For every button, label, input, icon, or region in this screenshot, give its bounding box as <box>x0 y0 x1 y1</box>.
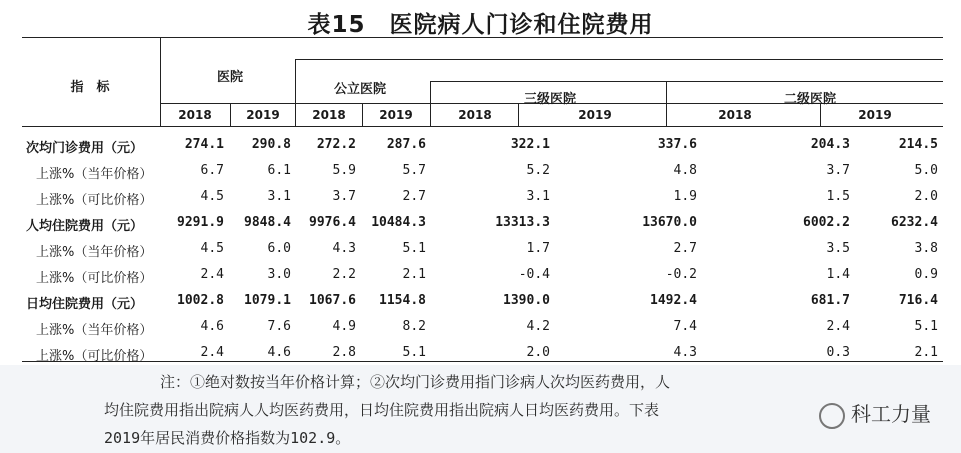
table-cell: 2.4 <box>200 267 224 282</box>
table-row <box>0 339 961 365</box>
table-cell: 5.2 <box>526 163 550 178</box>
table-cell: 3.7 <box>826 163 850 178</box>
table-cell: 1.9 <box>673 189 697 204</box>
table-cell: 3.1 <box>267 189 291 204</box>
table-cell: 2.7 <box>673 241 697 256</box>
table-cell: 4.5 <box>200 241 224 256</box>
table-cell: 10484.3 <box>371 215 426 230</box>
table-cell: 3.8 <box>914 241 938 256</box>
table-cell: 4.9 <box>332 319 356 334</box>
year-label: 2018 <box>458 108 492 122</box>
table-cell: 4.2 <box>526 319 550 334</box>
table-cell: 2.2 <box>332 267 356 282</box>
table-row <box>0 209 961 235</box>
row-label: 上涨%（当年价格） <box>36 323 153 338</box>
row-label: 日均住院费用（元） <box>26 297 144 312</box>
table-cell: 2.1 <box>402 267 426 282</box>
public-hospital-rule <box>295 59 943 60</box>
table-cell: 8.2 <box>402 319 426 334</box>
table-row <box>0 313 961 339</box>
table-cell: 214.5 <box>898 137 938 152</box>
table-cell: 4.5 <box>200 189 224 204</box>
year-label: 2018 <box>312 108 346 122</box>
row-label: 上涨%（可比价格） <box>36 349 153 364</box>
table-row <box>0 131 961 157</box>
table-cell: -0.2 <box>665 267 697 282</box>
table-cell: 0.9 <box>914 267 938 282</box>
header-indicator: 指 标 <box>70 80 110 95</box>
year-label: 2018 <box>178 108 212 122</box>
table-cell: 3.0 <box>267 267 291 282</box>
wechat-icon <box>819 403 845 429</box>
table-cell: 2.0 <box>526 345 550 360</box>
table-cell: 2.0 <box>914 189 938 204</box>
table-cell: 4.6 <box>267 345 291 360</box>
table-cell: 9848.4 <box>244 215 291 230</box>
watermark-text: 科工力量 <box>851 402 931 426</box>
table-row <box>0 261 961 287</box>
table-cell: 1154.8 <box>379 293 426 308</box>
table-cell: 5.7 <box>402 163 426 178</box>
row-label: 上涨%（可比价格） <box>36 271 153 286</box>
table-cell: 2.1 <box>914 345 938 360</box>
table-cell: 5.9 <box>332 163 356 178</box>
table-cell: 290.8 <box>251 137 291 152</box>
table-cell: 1492.4 <box>650 293 697 308</box>
row-label: 人均住院费用（元） <box>26 219 144 234</box>
table-cell: 4.8 <box>673 163 697 178</box>
table-cell: 3.7 <box>332 189 356 204</box>
table-cell: 4.3 <box>332 241 356 256</box>
table-cell: 5.0 <box>914 163 938 178</box>
table-cell: 5.1 <box>402 241 426 256</box>
table-cell: 337.6 <box>657 137 697 152</box>
table-cell: 2.7 <box>402 189 426 204</box>
table-cell: 716.4 <box>898 293 938 308</box>
table-cell: 681.7 <box>810 293 850 308</box>
table-cell: 287.6 <box>386 137 426 152</box>
header-secondary: 二级医院 <box>783 92 836 107</box>
table-cell: 3.1 <box>526 189 550 204</box>
table-cell: 0.3 <box>826 345 850 360</box>
table-cell: 6232.4 <box>891 215 938 230</box>
table-cell: 2.4 <box>200 345 224 360</box>
table-cell: 2.4 <box>826 319 850 334</box>
subgroup-rule <box>430 81 943 82</box>
table-cell: 6.1 <box>267 163 291 178</box>
table-cell: 9976.4 <box>309 215 356 230</box>
footnote-line: 均住院费用指出院病人人均医药费用，日均住院费用指出院病人日均医药费用。下表 <box>104 401 660 419</box>
row-label: 次均门诊费用（元） <box>26 141 144 156</box>
table-title: 表15 医院病人门诊和住院费用 <box>307 12 654 38</box>
table-cell: 1067.6 <box>309 293 356 308</box>
table-cell: 3.5 <box>826 241 850 256</box>
table-cell: 1.7 <box>526 241 550 256</box>
watermark <box>819 398 931 429</box>
row-label: 上涨%（当年价格） <box>36 167 153 182</box>
table-cell: 1.5 <box>826 189 850 204</box>
table-row <box>0 157 961 183</box>
table-cell: 1.4 <box>826 267 850 282</box>
table-cell: 322.1 <box>510 137 550 152</box>
header-bottom-rule <box>22 126 943 127</box>
table-cell: 1002.8 <box>177 293 224 308</box>
year-label: 2019 <box>578 108 612 122</box>
table-row <box>0 235 961 261</box>
year-label: 2019 <box>379 108 413 122</box>
table-cell: 2.8 <box>332 345 356 360</box>
table-cell: 9291.9 <box>177 215 224 230</box>
header-public-hospital: 公立医院 <box>333 82 386 97</box>
year-label: 2018 <box>718 108 752 122</box>
row-label: 上涨%（可比价格） <box>36 193 153 208</box>
table-cell: 7.6 <box>267 319 291 334</box>
table-cell: 6.0 <box>267 241 291 256</box>
year-label: 2019 <box>858 108 892 122</box>
table-cell: 6002.2 <box>803 215 850 230</box>
table-cell: 5.1 <box>402 345 426 360</box>
table-cell: 1390.0 <box>503 293 550 308</box>
table-cell: 6.7 <box>200 163 224 178</box>
divider <box>666 81 667 126</box>
header-hospital: 医院 <box>216 70 243 85</box>
footnote <box>0 365 961 453</box>
table-cell: 272.2 <box>316 137 356 152</box>
header-tertiary: 三级医院 <box>523 92 576 107</box>
table-row <box>0 183 961 209</box>
table-cell: 5.1 <box>914 319 938 334</box>
year-label: 2019 <box>246 108 280 122</box>
table-cell: 13313.3 <box>495 215 550 230</box>
table-row <box>0 287 961 313</box>
footnote-line: 注：①绝对数按当年价格计算；②次均门诊费用指门诊病人次均医药费用，人 <box>160 373 671 391</box>
table-cell: 274.1 <box>184 137 224 152</box>
table-cell: 204.3 <box>810 137 850 152</box>
footnote-line: 2019年居民消费价格指数为102.9。 <box>104 429 351 447</box>
table-cell: 13670.0 <box>642 215 697 230</box>
table-cell: 4.3 <box>673 345 697 360</box>
table-cell: 7.4 <box>673 319 697 334</box>
table-cell: 1079.1 <box>244 293 291 308</box>
row-label: 上涨%（当年价格） <box>36 245 153 260</box>
table-cell: -0.4 <box>518 267 550 282</box>
table-cell: 4.6 <box>200 319 224 334</box>
